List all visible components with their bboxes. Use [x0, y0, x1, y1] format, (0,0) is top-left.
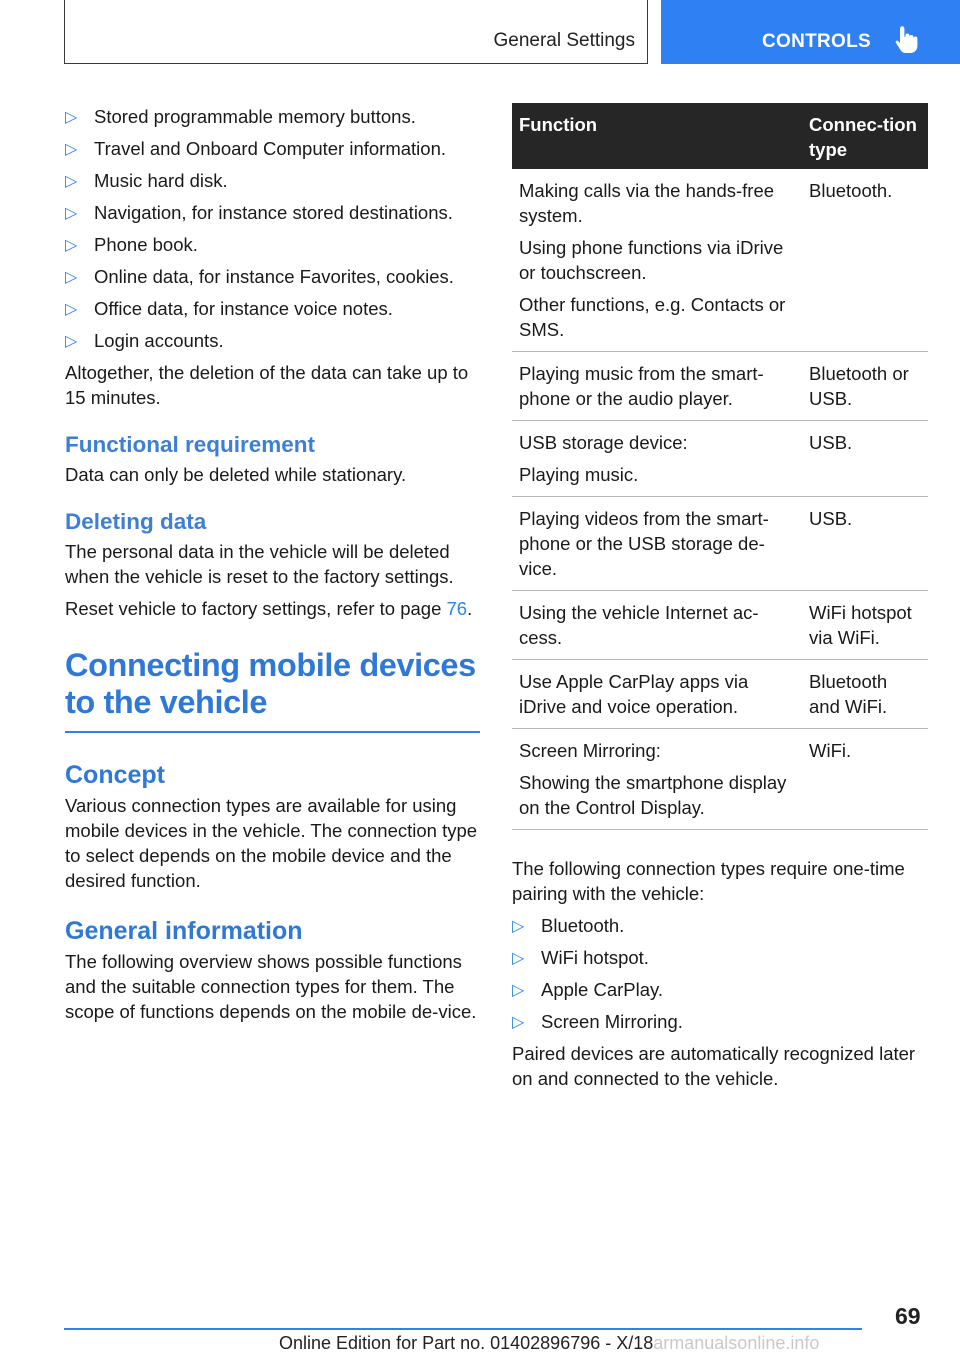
list-item: ▷ Music hard disk.	[65, 168, 480, 193]
table-row	[512, 352, 928, 421]
table-header-row	[512, 103, 928, 169]
column-header-connection-type: Connec-tion type	[802, 103, 928, 169]
connection-type-cell: WiFi.	[802, 729, 928, 830]
deleting-data-text: The personal data in the vehicle will be deleted when the vehicle is reset to the factory settings.	[65, 541, 454, 587]
deletion-duration-note: Altogether, the deletion of the data can take up to 15 minutes.	[65, 362, 469, 408]
list-item: ▷ Apple CarPlay.	[512, 977, 928, 1002]
table-row	[512, 421, 928, 497]
factory-reset-reference: Reset vehicle to factory settings, refer to page 76.	[65, 598, 473, 619]
list-item: ▷ Online data, for instance Favorites, cookies.	[65, 264, 480, 289]
function-cell: Making calls via the hands-free system. Using phone functions via iDrive or touchscreen. Other functions, e.g. Contacts or SMS.	[512, 169, 802, 352]
triangle-bullet-icon: ▷	[512, 918, 525, 935]
footer-edition: Online Edition for Part no. 01402896796 - X/18armanualsonline.info	[279, 1333, 820, 1353]
list-item: ▷ WiFi hotspot.	[512, 945, 928, 970]
triangle-bullet-icon: ▷	[65, 205, 78, 222]
pairing-note: Paired devices are automatically recognized later on and connected to the vehicle.	[512, 1043, 916, 1089]
connection-type-cell: Bluetooth or USB.	[802, 352, 928, 421]
data-types-list	[65, 104, 480, 353]
column-header-function: Function	[512, 103, 802, 169]
right-column	[512, 103, 928, 1091]
general-information-text: The following overview shows possible functions and the suitable connection types for them. The scope of functions depends on the mobile de-vice.	[65, 951, 477, 1022]
function-cell: Use Apple CarPlay apps via iDrive and voice operation.	[512, 660, 802, 729]
list-item: ▷ Travel and Onboard Computer information.	[65, 136, 480, 161]
header-chapter-tab[interactable]	[661, 0, 960, 64]
triangle-bullet-icon: ▷	[512, 950, 525, 967]
connection-type-cell: Bluetooth.	[802, 169, 928, 352]
list-item: ▷ Bluetooth.	[512, 913, 928, 938]
list-item: ▷ Screen Mirroring.	[512, 1009, 928, 1034]
table-row	[512, 169, 928, 352]
functional-requirement-heading: Functional requirement	[65, 432, 316, 457]
chapter-title: Connecting mobile devices to the vehicle	[65, 647, 476, 720]
function-cell: Using the vehicle Internet ac-cess.	[512, 591, 802, 660]
triangle-bullet-icon: ▷	[512, 1014, 525, 1031]
footer-rule	[64, 1328, 862, 1330]
list-item: ▷ Stored programmable memory buttons.	[65, 104, 480, 129]
function-cell: Playing music from the smart-phone or the audio player.	[512, 352, 802, 421]
functional-requirement-text: Data can only be deleted while stationary.	[65, 464, 407, 485]
pairing-types-list	[512, 913, 928, 1034]
table-row	[512, 729, 928, 830]
triangle-bullet-icon: ▷	[65, 109, 78, 126]
connection-type-cell: WiFi hotspot via WiFi.	[802, 591, 928, 660]
connection-type-cell: USB.	[802, 421, 928, 497]
deleting-data-heading: Deleting data	[65, 509, 207, 534]
connection-type-cell: Bluetooth and WiFi.	[802, 660, 928, 729]
triangle-bullet-icon: ▷	[65, 141, 78, 158]
table-row	[512, 660, 928, 729]
function-cell: Screen Mirroring: Showing the smartphone display on the Control Display.	[512, 729, 802, 830]
pairing-intro: The following connection types require one-time pairing with the vehicle:	[512, 858, 905, 904]
function-cell: Playing videos from the smart-phone or the USB storage de-vice.	[512, 497, 802, 591]
page-reference-link[interactable]: 76	[446, 598, 468, 619]
concept-heading: Concept	[65, 761, 165, 789]
triangle-bullet-icon: ▷	[65, 301, 78, 318]
triangle-bullet-icon: ▷	[65, 237, 78, 254]
triangle-bullet-icon: ▷	[65, 269, 78, 286]
left-column	[65, 104, 480, 1024]
header-section-box	[64, 0, 648, 64]
page-number: 69	[895, 1303, 921, 1329]
function-cell: USB storage device: Playing music.	[512, 421, 802, 497]
watermark: armanualsonline.info	[653, 1333, 820, 1353]
triangle-bullet-icon: ▷	[512, 982, 525, 999]
header-chapter-label: CONTROLS	[762, 31, 872, 52]
connection-type-cell: USB.	[802, 497, 928, 591]
concept-text: Various connection types are available for using mobile devices in the vehicle. The connection type to select depends on the mobile device and the desired function.	[65, 795, 478, 891]
triangle-bullet-icon: ▷	[65, 333, 78, 350]
table-row	[512, 497, 928, 591]
connection-types-table	[512, 103, 928, 830]
list-item: ▷ Login accounts.	[65, 328, 480, 353]
chapter-title-rule	[65, 731, 480, 733]
table-row	[512, 591, 928, 660]
list-item: ▷ Office data, for instance voice notes.	[65, 296, 480, 321]
list-item: ▷ Phone book.	[65, 232, 480, 257]
general-information-heading: General information	[65, 917, 303, 945]
list-item: ▷ Navigation, for instance stored destinations.	[65, 200, 480, 225]
header-section-title: General Settings	[493, 30, 635, 51]
triangle-bullet-icon: ▷	[65, 173, 78, 190]
pointing-hand-icon	[894, 26, 920, 54]
